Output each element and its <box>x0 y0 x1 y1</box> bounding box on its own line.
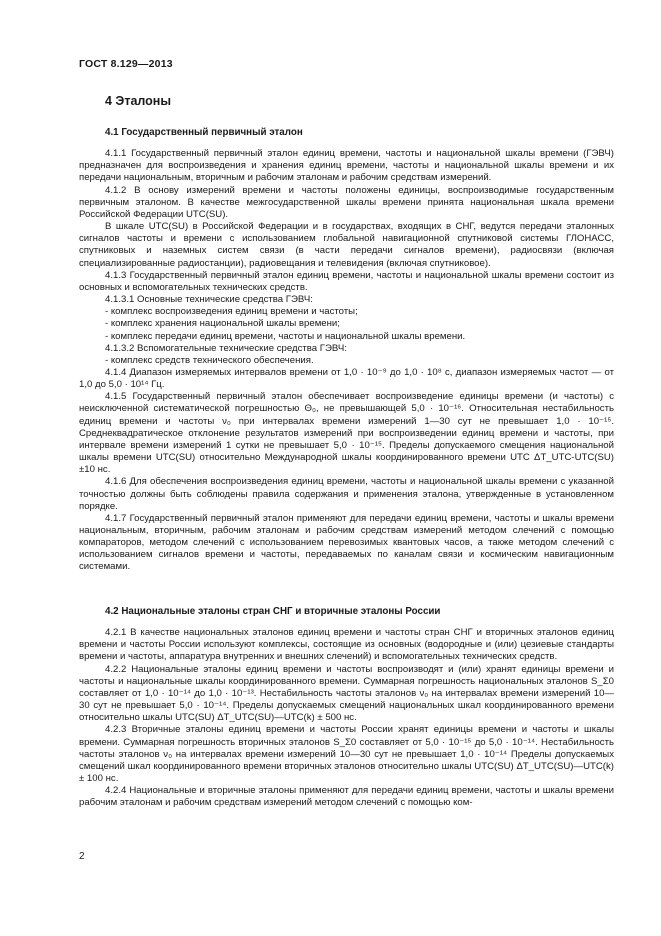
paragraph-4-1-5: 4.1.5 Государственный первичный эталон обеспечивает воспроизведение единицы времени (и частоты) с неисключенной систематической погрешностью Θ₀, не превышающей 5,0 · 10⁻¹⁶. Относительная нестабильность единиц времени и частоты ν₀ при интервалах времени измерений 1—30 сут не превышает 1,0 · 10⁻¹⁵. Среднеквадратическое отклонение результатов измерений при воспроизведении единиц времени и частоты, при интервале времени измерений 1 сутки не превышает 5,0 · 10⁻¹⁵. Пределы допускаемого смещения национальной шкалы времени UTC(SU) относительно Международной шкалы координированного времени UTC ΔT_UTC-UTC(SU) ±10 нс. <box>79 391 614 476</box>
section-title: 4 Эталоны <box>105 94 172 108</box>
paragraph-4-2-3: 4.2.3 Вторичные эталоны единиц времени и частоты России хранят единицы времени и частоты и шкалы времени. Суммарная погрешность вторичных эталонов S_Σ0 составляет от 5,0 · 10⁻¹⁵ до 5,0 · 10⁻¹⁴. Нестабильность частоты эталонов ν₀ на интервалах времени измерений 10—30 сут не превышает 1,0 · 10⁻¹⁴ Пределы допускаемых смещений шкал координированного времени вторичных эталонов относительно шкалы UTC(SU) ΔT_UTC(SU)—UTC(k) ± 100 нс. <box>79 724 614 785</box>
list-item: - комплекс воспроизведения единиц времени и частоты; <box>105 306 358 318</box>
list-item: - комплекс средств технического обеспечения. <box>105 354 314 366</box>
subsection-title-4-1: 4.1 Государственный первичный эталон <box>105 127 303 138</box>
section-4-2 <box>79 606 614 810</box>
paragraph-4-2-2: 4.2.2 Национальные эталоны единиц времени и частоты воспроизводят и (или) хранят единицы времени и частоты и национальные шкалы координированного времени. Суммарная погрешность национальных эталонов S_Σ0 составляет от 1,0 · 10⁻¹⁴ до 1,0 · 10⁻¹³. Нестабильность частоты эталонов ν₀ на интервалах времени измерений 10—30 сут не превышает 5,0 · 10⁻¹⁴. Пределы допускаемых смещений национальных шкал координированного времени относительно шкалы UTC(SU) ΔT_UTC(SU)—UTC(k) ± 500 нс. <box>79 663 614 724</box>
paragraph-4-1-3-1: 4.1.3.1 Основные технические средства ГЭВЧ: <box>105 294 313 306</box>
paragraph-4-1-6: 4.1.6 Для обеспечения воспроизведения единиц времени, частоты и национальной шкалы времени с указанной точностью должны быть соблюдены правила содержания и применения эталона, утвержденные в установленном порядке. <box>79 476 614 512</box>
page-number: 2 <box>79 851 85 862</box>
subsection-title-4-2: 4.2 Национальные эталоны стран СНГ и вторичные эталоны России <box>105 606 441 617</box>
paragraph-utc-su: В шкале UTC(SU) в Российской Федерации и в государствах, входящих в СНГ, ведутся передачи эталонных сигналов частоты и времени с использованием глобальной навигационной спутниковой системы ГЛОНАСС, спутниковых и наземных систем связи (в части передачи сигналов времени), радиосвязи (включая специализированные радиостанции), радиовещания и телевидения (включая спутниковое). <box>79 221 614 269</box>
paragraph-4-1-2: 4.1.2 В основу измерений времени и частоты положены единицы, воспроизводимые государственным первичным эталоном. В качестве межгосударственной шкалы времени принята национальная шкала времени Российской Федерации UTC(SU). <box>79 184 614 220</box>
paragraph-4-1-7: 4.1.7 Государственный первичный эталон применяют для передачи единиц времени, частоты и шкалы времени национальным, вторичным, рабочим эталонам и рабочим средствам измерений методом слечений с помощью компараторов, методом слечений с использованием перевозимых квантовых часов, а также методом слечений с использованием сигналов времени и частоты, передаваемых по каналам связи и космическим навигационным системами. <box>79 512 614 573</box>
paragraph-4-1-3-2: 4.1.3.2 Вспомогательные технические средства ГЭВЧ: <box>105 342 347 354</box>
paragraph-4-1-1: 4.1.1 Государственный первичный эталон единиц времени, частоты и национальной шкалы времени (ГЭВЧ) предназначен для воспроизведения и хранения единиц времени, частоты и национальной шкалы времени и их передачи национальным, вторичным и рабочим эталонам и рабочим средствам измерений. <box>79 148 614 184</box>
list-item: - комплекс передачи единиц времени, частоты и национальной шкалы времени. <box>105 330 466 342</box>
paragraph-4-1-3: 4.1.3 Государственный первичный эталон единиц времени, частоты и национальной шкалы времени состоит из основных и вспомогательных технических средств. <box>79 269 614 293</box>
paragraph-4-1-4: 4.1.4 Диапазон измеряемых интервалов времени от 1,0 · 10⁻⁹ до 1,0 · 10⁸ с, диапазон измеряемых частот — от 1,0 до 5,0 · 10¹⁴ Гц. <box>79 366 614 391</box>
paragraph-4-2-4: 4.2.4 Национальные и вторичные эталоны применяют для передачи единиц времени, частоты и шкалы времени рабочим эталонам и рабочим средствам измерений методом слечений с помощью ком- <box>79 785 614 809</box>
document-header: ГОСТ 8.129—2013 <box>79 58 173 70</box>
paragraph-4-2-1: 4.2.1 В качестве национальных эталонов единиц времени и частоты стран СНГ и вторичных эталонов единиц времени и частоты России используют комплексы, состоящие из основных (водородные и (или) цезиевые стандарты времени и частоты, аппаратура внутренних и внешних слечений) и вспомогательных технических средств. <box>79 627 614 663</box>
list-item: - комплекс хранения национальной шкалы времени; <box>105 318 340 330</box>
section-4-1 <box>79 127 614 574</box>
